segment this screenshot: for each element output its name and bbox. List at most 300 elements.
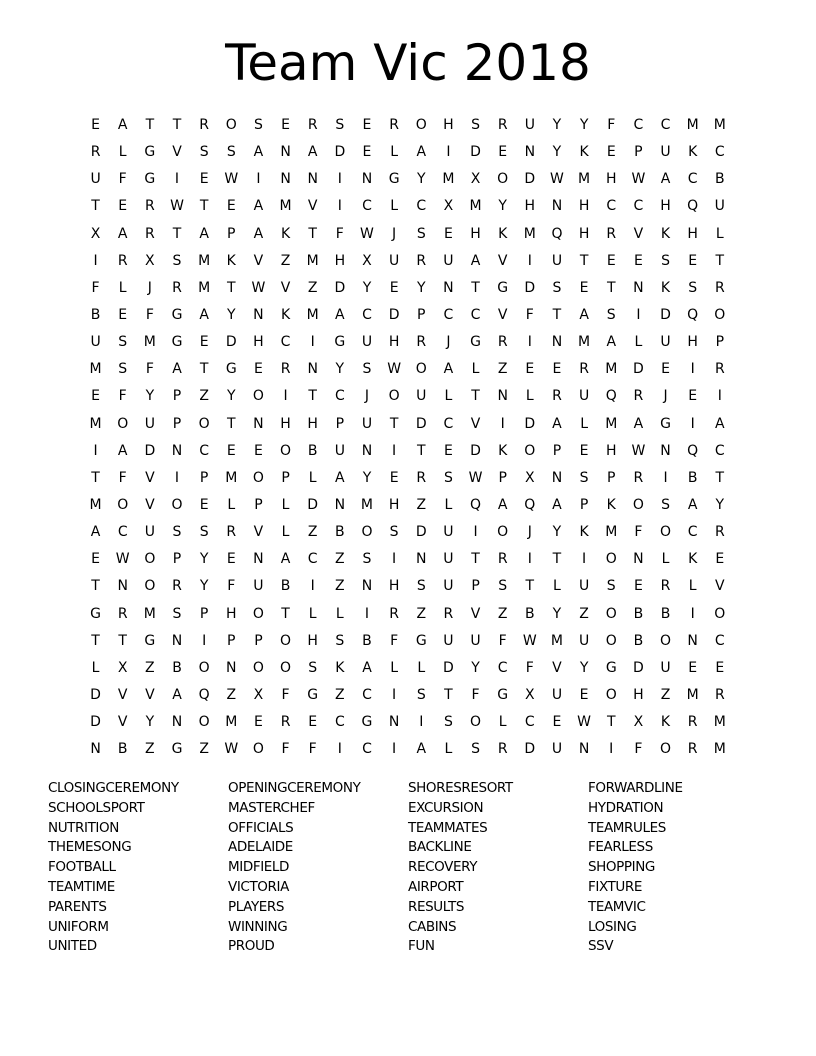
grid-letter[interactable]: E	[552, 361, 562, 378]
grid-letter[interactable]: A	[117, 225, 128, 242]
grid-letter[interactable]: H	[633, 686, 644, 703]
grid-letter[interactable]: S	[606, 306, 616, 323]
grid-letter[interactable]: N	[388, 714, 400, 731]
grid-letter[interactable]: D	[388, 306, 400, 323]
grid-letter[interactable]: L	[390, 198, 399, 215]
grid-letter[interactable]: Z	[416, 605, 427, 622]
grid-letter[interactable]: K	[660, 225, 671, 242]
grid-letter[interactable]: J	[364, 388, 370, 405]
grid-letter[interactable]: T	[172, 225, 182, 242]
grid-letter[interactable]: S	[661, 252, 670, 269]
grid-letter[interactable]: Y	[498, 198, 507, 215]
grid-letter[interactable]: U	[443, 578, 454, 595]
grid-letter[interactable]: A	[660, 171, 671, 188]
grid-letter[interactable]: T	[91, 632, 100, 649]
grid-letter[interactable]: A	[90, 524, 101, 541]
grid-letter[interactable]: G	[144, 632, 156, 649]
grid-letter[interactable]: J	[392, 225, 397, 242]
grid-letter[interactable]: V	[253, 524, 264, 541]
grid-letter[interactable]: L	[91, 659, 100, 676]
grid-letter[interactable]: O	[198, 659, 210, 676]
grid-letter[interactable]: P	[552, 442, 562, 459]
grid-letter[interactable]: T	[552, 306, 562, 323]
grid-letter[interactable]: A	[253, 144, 264, 161]
grid-letter[interactable]: K	[688, 551, 698, 568]
grid-letter[interactable]: C	[606, 198, 617, 215]
grid-letter[interactable]: X	[470, 171, 481, 188]
grid-letter[interactable]: N	[171, 442, 183, 459]
grid-letter[interactable]: H	[578, 225, 590, 242]
grid-letter[interactable]: P	[254, 632, 263, 649]
grid-letter[interactable]: V	[307, 198, 318, 215]
grid-letter[interactable]: I	[717, 388, 722, 405]
grid-letter[interactable]: O	[252, 741, 264, 758]
grid-letter[interactable]: A	[117, 442, 128, 459]
grid-letter[interactable]: T	[308, 388, 317, 405]
grid-letter[interactable]: N	[551, 469, 563, 486]
grid-letter[interactable]: N	[687, 632, 698, 649]
grid-letter[interactable]: G	[605, 659, 617, 676]
grid-letter[interactable]: S	[416, 225, 426, 242]
grid-letter[interactable]: B	[525, 605, 535, 622]
grid-letter[interactable]: R	[226, 524, 237, 541]
grid-letter[interactable]: P	[634, 144, 643, 161]
grid-letter[interactable]: I	[256, 171, 261, 188]
grid-letter[interactable]: P	[417, 306, 426, 323]
grid-letter[interactable]: N	[253, 306, 264, 323]
grid-letter[interactable]: G	[415, 632, 427, 649]
grid-letter[interactable]: T	[444, 686, 453, 703]
grid-letter[interactable]: D	[470, 442, 481, 459]
grid-letter[interactable]: S	[471, 117, 480, 133]
grid-letter[interactable]: I	[310, 334, 315, 351]
grid-letter[interactable]: A	[362, 659, 372, 676]
grid-letter[interactable]: N	[307, 361, 318, 378]
grid-letter[interactable]: M	[713, 741, 726, 758]
grid-letter[interactable]: F	[335, 225, 344, 242]
grid-letter[interactable]: V	[470, 415, 481, 432]
grid-letter[interactable]: E	[443, 442, 453, 459]
grid-letter[interactable]: U	[578, 388, 590, 405]
grid-letter[interactable]: I	[582, 551, 587, 568]
grid-letter[interactable]: S	[118, 334, 128, 351]
grid-letter[interactable]: E	[443, 225, 453, 242]
grid-letter[interactable]: P	[579, 496, 589, 513]
grid-letter[interactable]: R	[660, 578, 671, 595]
grid-letter[interactable]: T	[91, 198, 100, 215]
grid-letter[interactable]: H	[524, 198, 536, 215]
grid-letter[interactable]: S	[362, 551, 372, 568]
grid-letter[interactable]: L	[335, 605, 344, 622]
grid-letter[interactable]: F	[281, 686, 290, 703]
grid-letter[interactable]: Q	[551, 225, 563, 242]
grid-letter[interactable]: S	[172, 524, 182, 541]
grid-letter[interactable]: Y	[552, 524, 562, 541]
grid-letter[interactable]: N	[633, 551, 644, 568]
grid-letter[interactable]: L	[308, 469, 317, 486]
grid-letter[interactable]: U	[416, 388, 427, 405]
grid-letter[interactable]: N	[253, 551, 264, 568]
grid-letter[interactable]: E	[661, 361, 670, 378]
grid-letter[interactable]: O	[660, 741, 672, 758]
grid-letter[interactable]: C	[633, 117, 644, 133]
grid-letter[interactable]: N	[551, 334, 563, 351]
grid-letter[interactable]: G	[225, 361, 237, 378]
grid-letter[interactable]: C	[416, 198, 427, 215]
grid-letter[interactable]: O	[632, 496, 644, 513]
grid-letter[interactable]: S	[172, 252, 182, 269]
grid-letter[interactable]: L	[227, 496, 236, 513]
grid-letter[interactable]: A	[715, 415, 725, 432]
grid-letter[interactable]: Y	[199, 578, 209, 595]
grid-letter[interactable]: Z	[579, 605, 589, 622]
grid-letter[interactable]: D	[470, 144, 481, 161]
grid-letter[interactable]: E	[253, 442, 263, 459]
grid-letter[interactable]: R	[389, 605, 399, 622]
grid-letter[interactable]: Q	[470, 496, 482, 513]
grid-letter[interactable]: A	[199, 306, 209, 323]
grid-letter[interactable]: I	[337, 198, 342, 215]
grid-letter[interactable]: A	[579, 306, 589, 323]
grid-letter[interactable]: K	[226, 252, 236, 269]
grid-letter[interactable]: X	[117, 659, 128, 676]
grid-letter[interactable]: W	[224, 741, 239, 758]
grid-letter[interactable]: Y	[579, 117, 589, 133]
grid-letter[interactable]: T	[579, 252, 589, 269]
grid-letter[interactable]: X	[145, 252, 155, 269]
grid-letter[interactable]: R	[714, 686, 725, 703]
grid-letter[interactable]: I	[392, 686, 397, 703]
grid-letter[interactable]: D	[334, 144, 346, 161]
grid-letter[interactable]: T	[199, 361, 209, 378]
grid-letter[interactable]: S	[172, 605, 182, 622]
grid-letter[interactable]: Y	[226, 388, 236, 405]
grid-letter[interactable]: I	[609, 741, 614, 758]
grid-letter[interactable]: M	[605, 415, 618, 432]
grid-letter[interactable]: C	[714, 442, 725, 459]
grid-letter[interactable]: D	[334, 279, 346, 296]
grid-letter[interactable]: E	[199, 496, 209, 513]
grid-letter[interactable]: E	[606, 144, 616, 161]
grid-letter[interactable]: O	[252, 469, 264, 486]
grid-letter[interactable]: N	[253, 415, 264, 432]
grid-letter[interactable]: Z	[226, 686, 237, 703]
grid-letter[interactable]: A	[443, 361, 454, 378]
grid-letter[interactable]: G	[334, 334, 346, 351]
grid-letter[interactable]: H	[388, 578, 400, 595]
grid-letter[interactable]: O	[252, 659, 264, 676]
grid-letter[interactable]: U	[578, 632, 590, 649]
grid-letter[interactable]: E	[633, 252, 643, 269]
grid-letter[interactable]: E	[308, 714, 318, 731]
grid-letter[interactable]: O	[660, 632, 672, 649]
grid-letter[interactable]: I	[500, 415, 505, 432]
grid-letter[interactable]: I	[419, 714, 424, 731]
grid-letter[interactable]: R	[117, 252, 128, 269]
grid-letter[interactable]: K	[335, 659, 345, 676]
grid-letter[interactable]: O	[524, 442, 536, 459]
grid-letter[interactable]: M	[143, 605, 156, 622]
grid-letter[interactable]: T	[308, 225, 317, 242]
grid-letter[interactable]: U	[551, 741, 563, 758]
grid-letter[interactable]: C	[714, 632, 725, 649]
grid-letter[interactable]: I	[364, 605, 370, 622]
grid-letter[interactable]: C	[714, 144, 725, 161]
grid-letter[interactable]: Q	[198, 686, 210, 703]
grid-letter[interactable]: A	[552, 496, 562, 513]
grid-letter[interactable]: C	[524, 714, 535, 731]
grid-letter[interactable]: D	[524, 741, 536, 758]
grid-letter[interactable]: W	[631, 171, 646, 188]
grid-letter[interactable]: R	[497, 741, 508, 758]
grid-letter[interactable]: I	[392, 741, 397, 758]
grid-letter[interactable]: F	[525, 659, 534, 676]
grid-letter[interactable]: R	[199, 117, 209, 133]
grid-letter[interactable]: W	[577, 714, 592, 731]
grid-letter[interactable]: Y	[552, 605, 562, 622]
grid-letter[interactable]: N	[361, 578, 373, 595]
grid-letter[interactable]: I	[93, 442, 98, 459]
grid-letter[interactable]: M	[713, 117, 726, 133]
grid-letter[interactable]: G	[144, 144, 156, 161]
grid-letter[interactable]: O	[144, 551, 156, 568]
grid-letter[interactable]: L	[118, 279, 127, 296]
grid-letter[interactable]: U	[144, 415, 155, 432]
grid-letter[interactable]: R	[714, 524, 725, 541]
grid-letter[interactable]: X	[362, 252, 372, 269]
grid-letter[interactable]: Y	[199, 551, 209, 568]
grid-letter[interactable]: O	[280, 659, 292, 676]
grid-letter[interactable]: D	[660, 306, 671, 323]
grid-letter[interactable]: C	[497, 659, 508, 676]
grid-letter[interactable]: C	[307, 551, 318, 568]
grid-letter[interactable]: S	[579, 469, 589, 486]
grid-letter[interactable]: I	[527, 252, 532, 269]
grid-letter[interactable]: P	[172, 551, 182, 568]
grid-letter[interactable]: G	[171, 334, 183, 351]
grid-letter[interactable]: M	[89, 361, 102, 378]
grid-letter[interactable]: P	[715, 334, 725, 351]
grid-letter[interactable]: V	[117, 686, 128, 703]
grid-letter[interactable]: E	[118, 198, 128, 215]
grid-letter[interactable]: O	[198, 714, 210, 731]
grid-letter[interactable]: E	[118, 306, 128, 323]
grid-letter[interactable]: L	[444, 741, 453, 758]
grid-letter[interactable]: H	[605, 442, 617, 459]
grid-letter[interactable]: X	[525, 686, 535, 703]
grid-letter[interactable]: N	[524, 144, 536, 161]
grid-letter[interactable]: G	[497, 279, 509, 296]
grid-letter[interactable]: C	[334, 388, 345, 405]
grid-letter[interactable]: M	[578, 334, 591, 351]
grid-letter[interactable]: C	[362, 741, 372, 758]
grid-letter[interactable]: N	[171, 714, 183, 731]
grid-letter[interactable]: C	[633, 198, 644, 215]
grid-letter[interactable]: N	[280, 171, 291, 188]
grid-letter[interactable]: V	[145, 686, 155, 703]
grid-letter[interactable]: R	[307, 117, 318, 133]
grid-letter[interactable]: F	[281, 741, 290, 758]
grid-letter[interactable]: F	[91, 279, 100, 296]
grid-letter[interactable]: C	[362, 686, 372, 703]
grid-letter[interactable]: V	[117, 714, 128, 731]
grid-letter[interactable]: O	[660, 524, 672, 541]
grid-letter[interactable]: C	[362, 306, 372, 323]
grid-letter[interactable]: R	[497, 551, 508, 568]
grid-letter[interactable]: S	[389, 524, 399, 541]
grid-letter[interactable]: E	[498, 144, 508, 161]
grid-letter[interactable]: Y	[362, 469, 372, 486]
grid-letter[interactable]: U	[443, 632, 454, 649]
grid-letter[interactable]: K	[498, 442, 508, 459]
grid-letter[interactable]: U	[443, 252, 454, 269]
grid-letter[interactable]: M	[143, 334, 156, 351]
grid-letter[interactable]: U	[524, 117, 535, 133]
grid-letter[interactable]: P	[199, 469, 209, 486]
grid-letter[interactable]: Z	[335, 686, 345, 703]
grid-letter[interactable]: U	[443, 524, 454, 541]
grid-letter[interactable]: I	[174, 469, 180, 486]
grid-letter[interactable]: B	[172, 659, 182, 676]
grid-letter[interactable]: Z	[416, 496, 427, 513]
grid-letter[interactable]: M	[686, 117, 699, 133]
grid-letter[interactable]: K	[280, 306, 291, 323]
grid-letter[interactable]: E	[606, 252, 616, 269]
grid-letter[interactable]: X	[633, 714, 644, 731]
grid-letter[interactable]: E	[715, 551, 725, 568]
grid-letter[interactable]: W	[115, 551, 130, 568]
grid-letter[interactable]: D	[415, 524, 427, 541]
grid-letter[interactable]: C	[334, 714, 345, 731]
grid-letter[interactable]: Q	[687, 198, 699, 215]
grid-letter[interactable]: T	[471, 388, 480, 405]
grid-letter[interactable]: I	[527, 334, 532, 351]
grid-letter[interactable]: S	[253, 117, 263, 133]
grid-letter[interactable]: I	[690, 605, 695, 622]
grid-letter[interactable]: A	[253, 198, 264, 215]
grid-letter[interactable]: L	[390, 659, 399, 676]
grid-letter[interactable]: W	[550, 171, 564, 188]
grid-letter[interactable]: N	[90, 741, 101, 758]
grid-letter[interactable]: L	[308, 605, 317, 622]
grid-letter[interactable]: S	[606, 578, 616, 595]
grid-letter[interactable]: G	[171, 741, 183, 758]
grid-letter[interactable]: A	[687, 496, 698, 513]
grid-letter[interactable]: T	[226, 415, 236, 432]
grid-letter[interactable]: C	[470, 306, 481, 323]
grid-letter[interactable]: G	[144, 171, 156, 188]
grid-letter[interactable]: L	[661, 551, 670, 568]
grid-letter[interactable]: I	[392, 442, 397, 459]
grid-letter[interactable]: Q	[687, 442, 699, 459]
grid-letter[interactable]: O	[415, 361, 427, 378]
grid-letter[interactable]: F	[634, 741, 643, 758]
grid-letter[interactable]: T	[91, 469, 100, 486]
grid-letter[interactable]: R	[687, 741, 698, 758]
grid-letter[interactable]: B	[335, 524, 345, 541]
grid-letter[interactable]: E	[253, 714, 263, 731]
grid-letter[interactable]: C	[443, 306, 454, 323]
grid-letter[interactable]: B	[715, 171, 725, 188]
grid-letter[interactable]: O	[388, 388, 400, 405]
grid-letter[interactable]: U	[660, 334, 671, 351]
grid-letter[interactable]: O	[252, 388, 264, 405]
grid-letter[interactable]: K	[606, 496, 616, 513]
grid-letter[interactable]: B	[687, 469, 698, 486]
grid-letter[interactable]: X	[443, 198, 454, 215]
grid-letter[interactable]: H	[253, 334, 264, 351]
grid-letter[interactable]: Z	[145, 741, 155, 758]
grid-letter[interactable]: J	[663, 388, 668, 405]
grid-letter[interactable]: Y	[145, 714, 155, 731]
grid-letter[interactable]: I	[663, 469, 668, 486]
grid-letter[interactable]: O	[198, 415, 210, 432]
grid-letter[interactable]: U	[578, 578, 590, 595]
grid-letter[interactable]: U	[714, 198, 725, 215]
grid-letter[interactable]: Y	[715, 496, 725, 513]
grid-letter[interactable]: T	[606, 714, 616, 731]
grid-letter[interactable]: F	[498, 632, 507, 649]
grid-letter[interactable]: R	[416, 469, 427, 486]
grid-letter[interactable]: I	[283, 388, 288, 405]
grid-letter[interactable]: W	[170, 198, 184, 215]
grid-letter[interactable]: E	[226, 198, 236, 215]
grid-letter[interactable]: O	[117, 496, 129, 513]
grid-letter[interactable]: N	[443, 279, 454, 296]
grid-letter[interactable]: H	[226, 605, 237, 622]
grid-letter[interactable]: I	[690, 361, 695, 378]
grid-letter[interactable]: T	[118, 632, 127, 649]
grid-letter[interactable]: J	[446, 334, 451, 351]
grid-letter[interactable]: E	[389, 279, 399, 296]
grid-letter[interactable]: O	[470, 714, 482, 731]
grid-letter[interactable]: G	[90, 605, 101, 622]
grid-letter[interactable]: W	[224, 171, 239, 188]
grid-letter[interactable]: A	[335, 306, 345, 323]
grid-letter[interactable]: U	[470, 632, 481, 649]
grid-letter[interactable]: Q	[687, 306, 699, 323]
grid-letter[interactable]: D	[524, 415, 536, 432]
grid-letter[interactable]: O	[415, 117, 427, 133]
grid-letter[interactable]: D	[144, 442, 156, 459]
grid-letter[interactable]: R	[687, 714, 698, 731]
grid-letter[interactable]: D	[524, 171, 536, 188]
grid-letter[interactable]: K	[688, 144, 698, 161]
grid-letter[interactable]: Y	[145, 388, 155, 405]
grid-letter[interactable]: H	[605, 171, 617, 188]
grid-letter[interactable]: N	[361, 442, 373, 459]
grid-letter[interactable]: R	[714, 279, 725, 296]
grid-letter[interactable]: T	[715, 252, 725, 269]
grid-letter[interactable]: M	[89, 496, 102, 513]
grid-letter[interactable]: T	[199, 198, 209, 215]
grid-letter[interactable]: E	[362, 144, 372, 161]
grid-letter[interactable]: O	[280, 442, 292, 459]
grid-letter[interactable]: V	[470, 605, 481, 622]
grid-letter[interactable]: S	[471, 741, 480, 758]
grid-letter[interactable]: A	[199, 225, 209, 242]
grid-letter[interactable]: N	[578, 741, 590, 758]
grid-letter[interactable]: B	[117, 741, 128, 758]
grid-letter[interactable]: R	[714, 361, 725, 378]
grid-letter[interactable]: G	[470, 334, 481, 351]
grid-letter[interactable]: N	[497, 388, 508, 405]
grid-letter[interactable]: E	[226, 442, 236, 459]
grid-letter[interactable]: Z	[335, 551, 345, 568]
grid-letter[interactable]: F	[607, 117, 616, 133]
grid-letter[interactable]: N	[117, 578, 128, 595]
grid-letter[interactable]: U	[361, 415, 373, 432]
